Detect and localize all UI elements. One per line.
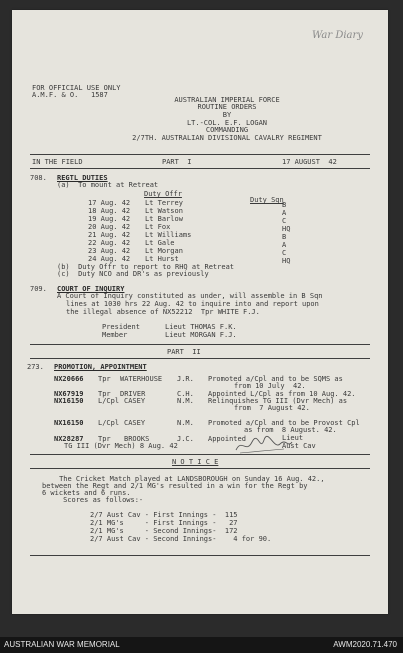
surname: CASEY [124,397,146,405]
entry-text: from 7 August 42. [234,404,310,412]
roster-date: 19 Aug. 42 [88,215,131,223]
entry-text: as from 8 August. 42. [244,426,337,434]
divider [30,555,370,556]
body-line: lines at 1030 hrs 22 Aug. 42 to inquire into and report upon [66,300,319,308]
entry-text: Relinquishes TG III (Dvr Mech) as [208,397,348,405]
rank: L/Cpl [98,397,120,405]
form-reference: A.M.F. & O. 1587 [32,91,108,99]
archive-name: AUSTRALIAN WAR MEMORIAL [4,640,120,649]
entry-text: TG III (Dvr Mech) 8 Aug. 42 [64,442,178,450]
section-number: 709. [30,285,47,293]
title-line-4: LT.-COL. E.F. LOGAN [186,119,268,127]
divider [30,468,370,469]
score-line: 2/7 Aust Cav - Second Innings- 4 for 90. [90,535,272,543]
member-name: Lieut MORGAN F.J. [165,331,237,339]
entry-text: Appointed L/Cpl as from 10 Aug. 42. [208,390,356,398]
roster-officer: Lt Gale [145,239,175,247]
notice-line: 6 wickets and 6 runs. [42,489,131,497]
archive-reference: AWM2020.71.470 [333,640,397,649]
service-number: NX16150 [54,397,84,405]
roster-date: 22 Aug. 42 [88,239,131,247]
notice-title: N O T I C E [172,458,219,466]
entry-text: from 10 July 42. [234,382,306,390]
roster-officer: Lt Fox [145,223,171,231]
rank: Tpr [98,375,111,383]
roster-date: 18 Aug. 42 [88,207,131,215]
archive-footer [0,637,403,653]
section-title: REGTL DUTIES [57,174,108,182]
title-line-5: COMMANDING [205,126,249,134]
notice-line: The Cricket Match played at LANDSBOROUGH on Sunday 16 Aug. 42., [38,475,325,483]
note-b: (b) Duty Offr to report to RHQ at Retreat [57,263,235,271]
roster-squadron: HQ [282,257,291,265]
roster-officer: Lt Watson [145,207,183,215]
initials: J.C. [177,435,194,443]
signature-rank: Lieut [282,434,304,442]
roster-squadron: B [282,201,287,209]
initials: N.M. [177,397,194,405]
surname: CASEY [124,419,146,427]
roster-officer: Lt Barlow [145,215,183,223]
service-number: NX16150 [54,419,84,427]
title-line-6: 2/7TH. AUSTRALIAN DIVISIONAL CAVALRY REGIMENT [132,134,322,142]
divider [30,154,370,155]
surname: DRIVER [120,390,146,398]
entry-text: Promoted a/Cpl and to be Provost Cpl [208,419,360,427]
note-c: (c) Duty NCO and DR's as previously [57,270,209,278]
score-line: 2/1 MG's - First Innings - 27 [90,519,238,527]
body-line: A Court of Inquiry constituted as under, will assemble in B Sqn [57,292,323,300]
section-title: PROMOTION, APPOINTMENT [54,363,147,371]
document-page [12,10,388,614]
section-number: 273. [27,363,44,371]
location: IN THE FIELD [32,158,83,166]
roster-squadron: A [282,209,287,217]
roster-squadron: HQ [282,225,291,233]
surname: WATERHOUSE [120,375,163,383]
initials: J.R. [177,375,194,383]
duty-squadron-header: Duty Sqn [250,196,284,204]
divider [30,454,370,455]
member-role: President [102,323,140,331]
roster-officer: Lt Morgan [145,247,183,255]
roster-date: 24 Aug. 42 [88,255,131,263]
notice-line: between the Regt and 2/1 MG's resulted in a win for the Regt by [42,482,308,490]
score-line: 2/7 Aust Cav - First Innings - 115 [90,511,238,519]
entry-text: Promoted a/Cpl and to be SQMS as [208,375,343,383]
part-one-label: PART I [162,158,192,166]
roster-date: 17 Aug. 42 [88,199,131,207]
member-role: Member [102,331,128,339]
title-line-3: BY [222,111,232,119]
entry-text: Appointed [208,435,246,443]
divider [30,168,370,169]
roster-officer: Lt Williams [145,231,192,239]
service-number: NX28287 [54,435,84,443]
roster-officer: Lt Hurst [145,255,179,263]
section-number: 708. [30,174,47,182]
divider [30,344,370,345]
roster-officer: Lt Terrey [145,199,183,207]
order-date: 17 AUGUST 42 [282,158,337,166]
initials: C.H. [177,390,194,398]
service-number: NX67919 [54,390,84,398]
official-use-label: FOR OFFICIAL USE ONLY [32,84,121,92]
title-line-2: ROUTINE ORDERS [197,103,257,111]
roster-squadron: C [282,249,287,257]
divider [30,358,370,359]
section-title: COURT OF INQUIRY [57,285,125,293]
body-line: the illegal absence of NX52212 Tpr WHITE F.J. [66,308,260,316]
rank: Tpr [98,390,111,398]
signature-unit: Aust Cav [282,442,316,450]
section-subtitle: (a) To mount at Retreat [57,181,159,189]
rank: L/Cpl [98,419,120,427]
roster-squadron: C [282,217,287,225]
roster-date: 21 Aug. 42 [88,231,131,239]
initials: N.M. [177,419,194,427]
score-line: 2/1 MG's - Second Innings- 172 [90,527,238,535]
rank: Tpr [98,435,111,443]
roster-date: 20 Aug. 42 [88,223,131,231]
service-number: NX20666 [54,375,84,383]
roster-date: 23 Aug. 42 [88,247,131,255]
notice-line: Scores as follows:- [42,496,144,504]
member-name: Lieut THOMAS F.K. [165,323,237,331]
handwritten-note: War Diary [312,30,363,41]
surname: BROOKS [124,435,150,443]
title-line-1: AUSTRALIAN IMPERIAL FORCE [174,96,280,104]
roster-squadron: B [282,233,287,241]
duty-officer-header: Duty Offr [144,190,182,198]
part-two-label: PART II [167,348,201,356]
roster-squadron: A [282,241,287,249]
